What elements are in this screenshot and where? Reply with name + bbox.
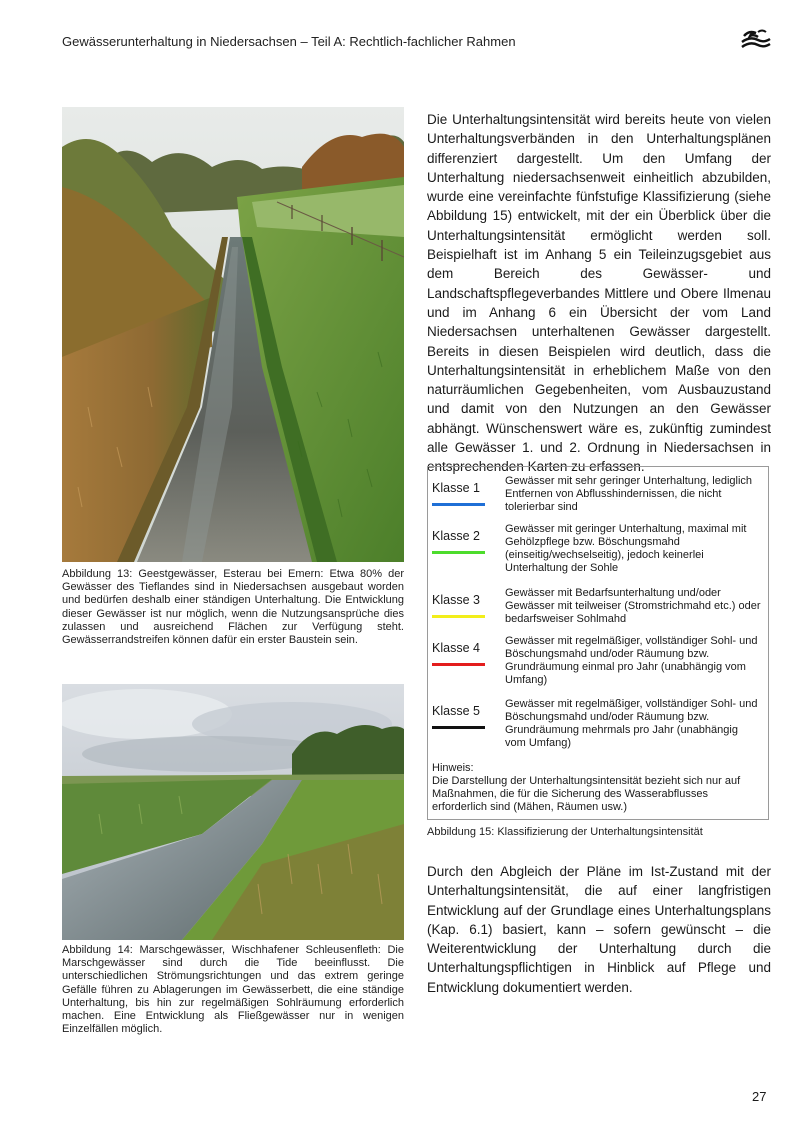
classification-hint xyxy=(432,762,762,814)
class-description: Gewässer mit Bedarfsunterhaltung und/oder Gewässer mit teilweiser (Stromstrichmahd etc.) oder bedarfsweiser Sohlmahd xyxy=(505,587,761,625)
body-paragraph-2: Durch den Abgleich der Pläne im Ist-Zustand mit der Unterhaltungsintensität, die auf einer langfristigen Entwicklung auf der Grundlage eines Unterhaltungsplans (Kap. 6.1) basiert, kann – sofern gewünscht – die Weiterentwicklung der Unterhaltung durch die Unterhaltungspflichtigen in Hinblick auf Pflege und Entwicklung dokumentiert werden. xyxy=(427,864,771,995)
hint-title: Hinweis: xyxy=(432,762,474,774)
class-label: Klasse 2 xyxy=(432,529,480,543)
figure-15-caption: Abbildung 15: Klassifizierung der Unterhaltungsintensität xyxy=(427,826,703,838)
photo-geest-stream xyxy=(62,107,404,562)
body-paragraph-1: Die Unterhaltungsintensität wird bereits heute von vielen Unterhaltungsverbänden in den Unterhaltungsplänen differenziert dargestellt. Um den Umfang der Unterhaltung niedersachsenweit einheitlich abzubilden, wurde eine vereinfachte fünfstufige Klassifizierung (siehe Abbildung 15) entwickelt, mit der ein Überblick über die Unterhaltungsintensität ermöglicht werden soll. Beispielhaft ist im Anhang 5 ein Teileinzugsgebiet aus dem Bereich des Gewässer- und Landschaftspflegeverbandes Mittlere und Obere Ilmenau und im Anhang 6 ein Übersicht der vom Land Niedersachsen unterhaltenen Gewässer dargestellt. Bereits in diesen Beispielen wird deutlich, dass die Unterhaltungsintensität in erheblichem Maße von den naturräumlichen Gegebenheiten, vom Ausbauzustand und damit von den Nutzungen an den Gewässer abhängt. Wünschenswert wäre es, zukünftig zumindest alle Gewässer 1. und 2. Ordnung in Niedersachsen in entsprechenden Karten zu erfassen. xyxy=(427,112,771,475)
class-color-line-green xyxy=(432,551,485,554)
class-color-line-red xyxy=(432,663,485,666)
class-color-line-blue xyxy=(432,503,485,506)
photo-marsh-channel xyxy=(62,684,404,940)
class-label: Klasse 1 xyxy=(432,481,480,495)
wave-logo-icon xyxy=(740,26,772,52)
hint-text: Die Darstellung der Unterhaltungsintensität bezieht sich nur auf Maßnahmen, die für die Sicherung des Wasserabflusses erforderlich sind (Mähen, Räumen usw.) xyxy=(432,775,741,813)
class-label: Klasse 5 xyxy=(432,704,480,718)
class-label: Klasse 3 xyxy=(432,593,480,607)
class-color-line-black xyxy=(432,726,485,729)
running-header: Gewässerunterhaltung in Niedersachsen – Teil A: Rechtlich-fachlicher Rahmen xyxy=(62,34,516,49)
class-description: Gewässer mit regelmäßiger, vollständiger Sohl- und Böschungsmahd und/oder Räumung bzw. Grundräumung einmal pro Jahr (unabhängig vom Umfang) xyxy=(505,635,758,686)
class-description: Gewässer mit regelmäßiger, vollständiger Sohl- und Böschungsmahd und/oder Räumung bzw. Grundräumung mehrmals pro Jahr (unabhängig vom Umfang) xyxy=(505,698,758,749)
page-number: 27 xyxy=(752,1089,767,1104)
class-label: Klasse 4 xyxy=(432,641,480,655)
figure-13-caption: Abbildung 13: Geestgewässer, Esterau bei Emern: Etwa 80% der Gewässer des Tieflandes sind in Niedersachsen ausgebaut worden und bedürfen deshalb einer ständigen Unterhaltung. Die Entwicklung dieser Gewässer ist nur möglich, wenn die Nutzungsansprüche dies zulassen und ausreichend Flächen zur Verfügung steht. Gewässerrandstreifen können dafür ein erster Baustein sein. xyxy=(62,568,404,647)
class-color-line-yellow xyxy=(432,615,485,618)
classification-table xyxy=(427,466,769,820)
class-description: Gewässer mit geringer Unterhaltung, maximal mit Gehölzpflege bzw. Böschungsmahd (einseitig/wechselseitig), jedoch keinerlei Unterhaltung der Sohle xyxy=(505,523,747,574)
class-description: Gewässer mit sehr geringer Unterhaltung, lediglich Entfernen von Abflusshindernissen, die nicht tolerierbar sind xyxy=(505,475,753,513)
figure-14-caption: Abbildung 14: Marschgewässer, Wischhafener Schleusenfleth: Die Marschgewässer sind durch die Tide beeinflusst. Die unterschiedlichen Strömungsrichtungen und das extrem geringe Gefälle führen zu Ablagerungen im Gewässerbett, die eine ständige Unterhaltung, bis hin zur regelmäßigen Sohlräumung erforderlich machen. Eine Entwicklung als Fließgewässer nur in wenigen Einzelfällen möglich. xyxy=(62,944,404,1036)
